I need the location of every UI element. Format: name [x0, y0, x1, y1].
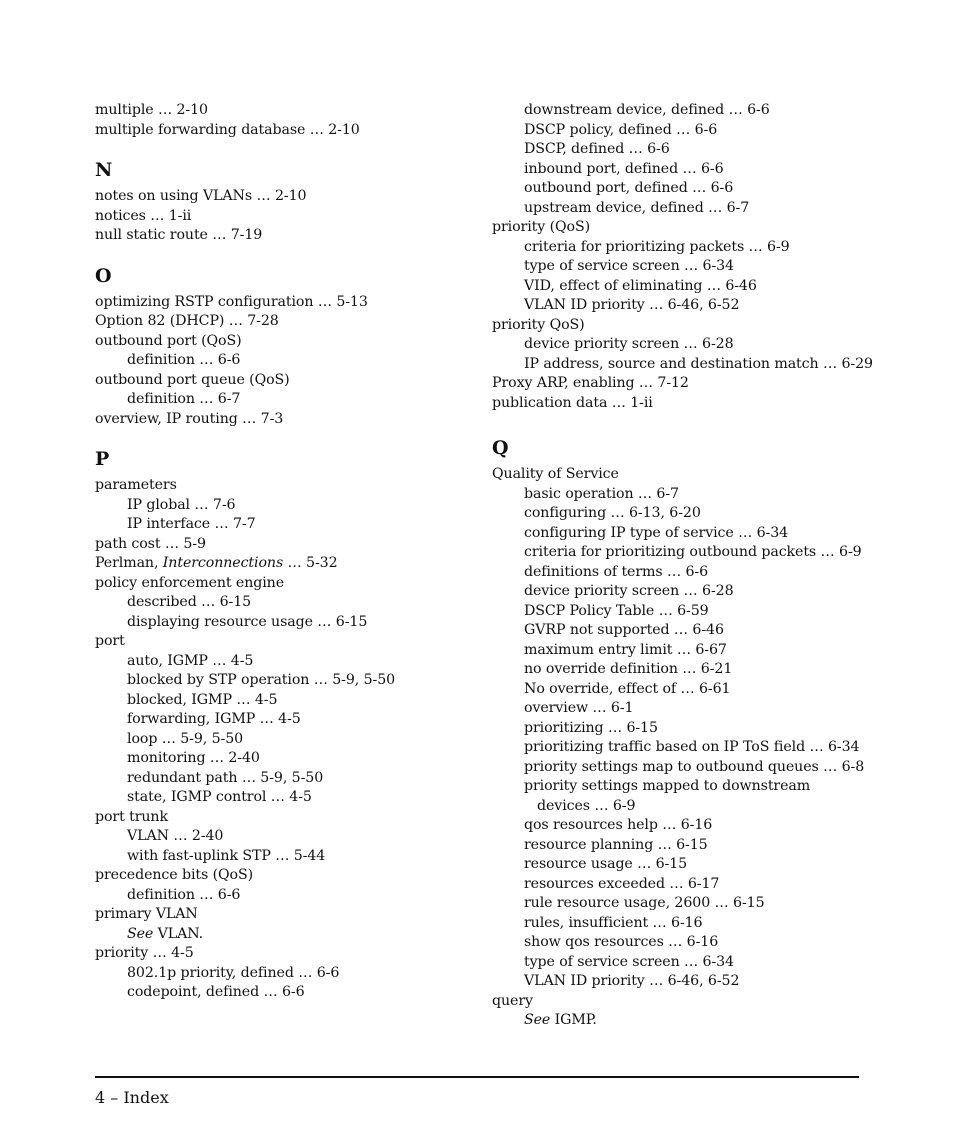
- index-subentry: GVRP not supported … 6-46: [524, 622, 724, 638]
- index-subentry: VLAN … 2-40: [127, 828, 224, 844]
- footer-rule: [95, 1076, 859, 1078]
- index-subentry: device priority screen … 6-28: [524, 583, 734, 599]
- page-footer: 4 – Index: [95, 1088, 169, 1107]
- index-subentry: definition … 6-7: [127, 391, 241, 407]
- index-subentry: outbound port, defined … 6-6: [524, 180, 734, 196]
- index-subentry: DSCP Policy Table … 6-59: [524, 602, 709, 619]
- index-subentry: basic operation … 6-7: [524, 485, 679, 502]
- index-letter-heading: O: [95, 264, 112, 287]
- index-subentry: prioritizing traffic based on IP ToS field … 6-34: [524, 739, 860, 755]
- entry-italic-text: See: [524, 1012, 551, 1028]
- entry-italic-text: Interconnections: [162, 555, 284, 571]
- index-entry: priority (QoS): [492, 219, 591, 235]
- index-subentry: redundant path … 5-9, 5-50: [127, 769, 324, 786]
- index-column-left: [95, 101, 475, 1003]
- index-letter-heading: Q: [492, 437, 509, 459]
- index-subentry: device priority screen … 6-28: [524, 336, 734, 352]
- index-entry: multiple … 2-10: [95, 102, 208, 118]
- index-subentry: VID, effect of eliminating … 6-46: [524, 277, 757, 294]
- index-subentry: definitions of terms … 6-6: [524, 563, 709, 580]
- index-entry: optimizing RSTP configuration … 5-13: [95, 293, 368, 310]
- index-entry: outbound port (QoS): [95, 332, 242, 349]
- index-subentry: configuring … 6-13, 6-20: [524, 505, 701, 521]
- index-subentry: type of service screen … 6-34: [524, 258, 734, 274]
- entry-text: IGMP.: [550, 1012, 597, 1028]
- index-subentry: blocked by STP operation … 5-9, 5-50: [127, 672, 396, 688]
- index-entry: notices … 1-ii: [95, 207, 192, 224]
- index-subentry: codepoint, defined … 6-6: [127, 984, 305, 1000]
- index-subentry: show qos resources … 6-16: [524, 934, 719, 950]
- index-subentry: state, IGMP control … 4-5: [127, 789, 312, 805]
- entry-italic-text: See: [127, 925, 154, 942]
- index-subentry: priority settings map to outbound queues … 6-8: [524, 758, 865, 775]
- index-subentry: DSCP policy, defined … 6-6: [524, 121, 718, 138]
- index-entry: port: [95, 633, 125, 649]
- index-subentry: upstream device, defined … 6-7: [524, 199, 750, 216]
- index-subentry: resource planning … 6-15: [524, 836, 708, 853]
- index-entry: Option 82 (DHCP) … 7-28: [95, 313, 279, 329]
- index-entry: port trunk: [95, 808, 168, 825]
- index-subentry: IP address, source and destination match … 6-29: [524, 355, 873, 372]
- index-subentry: DSCP, defined … 6-6: [524, 141, 670, 157]
- index-subentry: VLAN ID priority … 6-46, 6-52: [524, 297, 740, 313]
- index-subentry: qos resources help … 6-16: [524, 817, 713, 833]
- index-letter-heading: P: [95, 448, 110, 470]
- index-subentry: displaying resource usage … 6-15: [127, 613, 368, 630]
- index-entry: priority … 4-5: [95, 945, 194, 961]
- index-subentry: definition … 6-6: [127, 886, 241, 903]
- index-subentry: resource usage … 6-15: [524, 856, 688, 872]
- index-subentry: no override definition … 6-21: [524, 661, 733, 677]
- index-subentry: devices … 6-9: [537, 797, 636, 814]
- index-entry: parameters: [95, 477, 177, 493]
- index-subentry: blocked, IGMP … 4-5: [127, 691, 278, 708]
- index-subentry: IP global … 7-6: [127, 496, 236, 513]
- index-entry: [95, 554, 475, 574]
- index-entry: path cost … 5-9: [95, 535, 206, 552]
- index-subentry: criteria for prioritizing outbound packets … 6-9: [524, 544, 862, 560]
- index-subentry: No override, effect of … 6-61: [524, 680, 731, 697]
- index-subentry: [95, 925, 475, 945]
- index-entry: policy enforcement engine: [95, 574, 285, 591]
- index-entry: query: [492, 992, 533, 1009]
- index-entry: priority QoS): [492, 316, 585, 333]
- index-subentry: inbound port, defined … 6-6: [524, 160, 724, 177]
- index-entry: multiple forwarding database … 2-10: [95, 121, 360, 138]
- index-subentry: IP interface … 7-7: [127, 516, 256, 532]
- index-entry: precedence bits (QoS): [95, 867, 254, 883]
- index-subentry: maximum entry limit … 6-67: [524, 641, 727, 658]
- entry-text: Perlman,: [95, 555, 163, 571]
- entry-text: … 5-32: [283, 555, 338, 571]
- index-subentry: definition … 6-6: [127, 352, 241, 368]
- index-subentry: loop … 5-9, 5-50: [127, 730, 244, 747]
- index-subentry: 802.1p priority, defined … 6-6: [127, 964, 340, 981]
- index-entry: null static route … 7-19: [95, 227, 263, 243]
- index-subentry: auto, IGMP … 4-5: [127, 652, 254, 669]
- index-subentry: downstream device, defined … 6-6: [524, 102, 770, 118]
- index-subentry: rule resource usage, 2600 … 6-15: [524, 895, 765, 911]
- index-subentry: type of service screen … 6-34: [524, 953, 734, 970]
- index-subentry: VLAN ID priority … 6-46, 6-52: [524, 973, 740, 989]
- index-subentry: prioritizing … 6-15: [524, 719, 658, 736]
- index-entry: outbound port queue (QoS): [95, 371, 290, 388]
- index-subentry: monitoring … 2-40: [127, 750, 260, 766]
- index-subentry: criteria for prioritizing packets … 6-9: [524, 238, 790, 255]
- index-subentry: with fast-uplink STP … 5-44: [127, 847, 326, 864]
- index-column-right: [492, 101, 872, 1031]
- index-subentry: described … 6-15: [127, 594, 252, 610]
- index-entry: Quality of Service: [492, 466, 619, 482]
- entry-text: VLAN.: [153, 925, 204, 942]
- index-subentry: priority settings mapped to downstream: [524, 778, 811, 794]
- index-subentry: [492, 1011, 872, 1031]
- index-subentry: forwarding, IGMP … 4-5: [127, 711, 301, 727]
- index-entry: overview, IP routing … 7-3: [95, 410, 284, 427]
- index-entry: Proxy ARP, enabling … 7-12: [492, 375, 689, 391]
- index-subentry: resources exceeded … 6-17: [524, 875, 720, 892]
- index-entry: publication data … 1-ii: [492, 394, 653, 411]
- index-subentry: configuring IP type of service … 6-34: [524, 524, 789, 541]
- index-entry: primary VLAN: [95, 906, 198, 922]
- index-letter-heading: N: [95, 159, 113, 181]
- index-subentry: rules, insufficient … 6-16: [524, 914, 703, 931]
- index-entry: notes on using VLANs … 2-10: [95, 188, 307, 204]
- index-subentry: overview … 6-1: [524, 700, 634, 716]
